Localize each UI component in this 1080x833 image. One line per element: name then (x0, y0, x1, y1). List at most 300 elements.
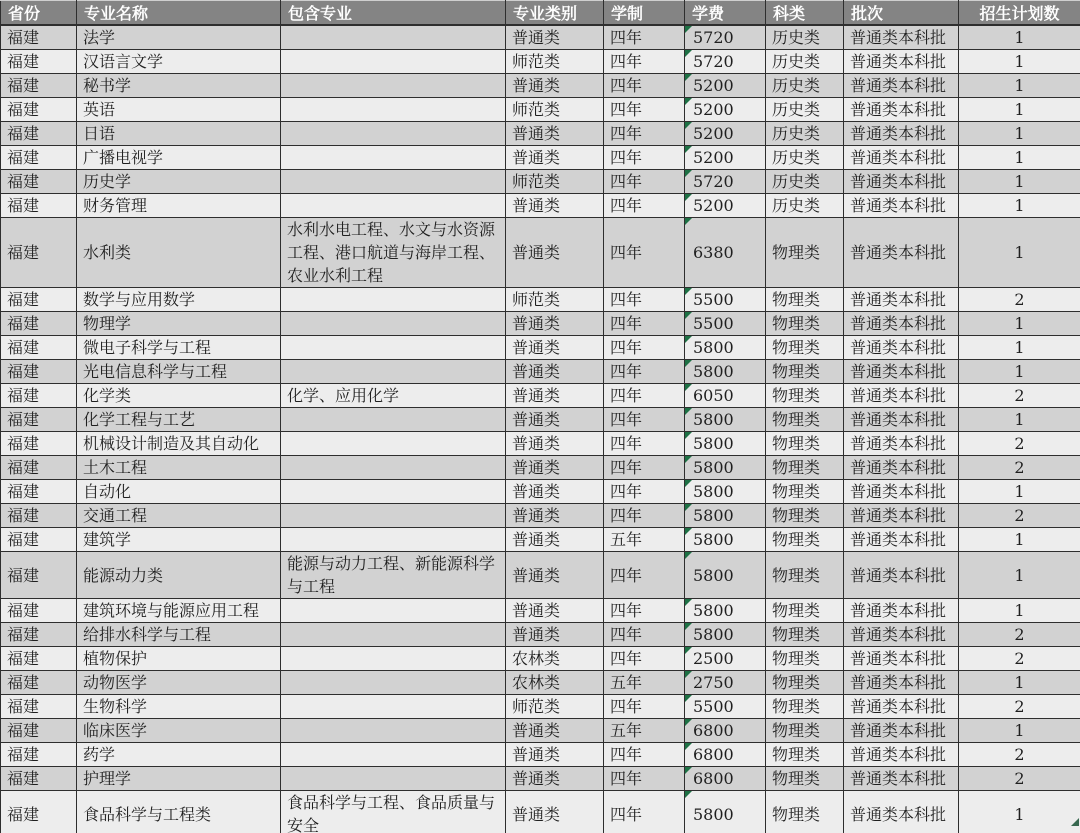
cell-province: 福建 (1, 170, 77, 194)
cell-plan-count: 1 (959, 360, 1080, 384)
table-row (1, 719, 1080, 743)
table-row (1, 384, 1080, 408)
cell-included-majors (281, 480, 506, 504)
cell-major-category: 普通类 (506, 456, 604, 480)
cell-major-category: 普通类 (506, 146, 604, 170)
column-header-subject-type: 科类 (766, 1, 844, 26)
cell-batch: 普通类本科批 (844, 384, 959, 408)
cell-major-name: 能源动力类 (77, 552, 281, 599)
cell-major-category: 普通类 (506, 218, 604, 288)
cell-province: 福建 (1, 360, 77, 384)
cell-province: 福建 (1, 743, 77, 767)
cell-major-category: 农林类 (506, 647, 604, 671)
cell-province: 福建 (1, 218, 77, 288)
cell-subject-type: 历史类 (766, 170, 844, 194)
cell-major-name: 药学 (77, 743, 281, 767)
cell-included-majors (281, 312, 506, 336)
cell-subject-type: 物理类 (766, 695, 844, 719)
cell-included-majors (281, 122, 506, 146)
cell-included-majors (281, 408, 506, 432)
cell-duration: 四年 (604, 336, 685, 360)
cell-major-name: 建筑学 (77, 528, 281, 552)
cell-plan-count: 1 (959, 791, 1080, 833)
cell-tuition: 5800 (685, 791, 766, 833)
cell-major-category: 普通类 (506, 336, 604, 360)
cell-major-name: 生物科学 (77, 695, 281, 719)
cell-batch: 普通类本科批 (844, 623, 959, 647)
cell-tuition: 5720 (685, 25, 766, 50)
table-row (1, 218, 1080, 288)
cell-province: 福建 (1, 194, 77, 218)
cell-duration: 四年 (604, 456, 685, 480)
table-body (1, 25, 1080, 833)
cell-batch: 普通类本科批 (844, 122, 959, 146)
column-header-batch: 批次 (844, 1, 959, 26)
cell-subject-type: 物理类 (766, 218, 844, 288)
cell-province: 福建 (1, 408, 77, 432)
corner-flag-icon (1071, 818, 1079, 826)
cell-major-category: 普通类 (506, 122, 604, 146)
cell-tuition: 5800 (685, 360, 766, 384)
cell-plan-count: 1 (959, 122, 1080, 146)
cell-included-majors (281, 360, 506, 384)
cell-tuition: 5800 (685, 599, 766, 623)
cell-included-majors (281, 695, 506, 719)
table-row (1, 504, 1080, 528)
cell-tuition: 6380 (685, 218, 766, 288)
table-row (1, 791, 1080, 833)
cell-tuition: 5200 (685, 98, 766, 122)
cell-duration: 五年 (604, 719, 685, 743)
cell-duration: 四年 (604, 218, 685, 288)
cell-major-category: 普通类 (506, 623, 604, 647)
cell-major-name: 自动化 (77, 480, 281, 504)
cell-included-majors (281, 74, 506, 98)
cell-batch: 普通类本科批 (844, 528, 959, 552)
cell-subject-type: 物理类 (766, 528, 844, 552)
cell-batch: 普通类本科批 (844, 408, 959, 432)
cell-duration: 四年 (604, 767, 685, 791)
cell-plan-count: 2 (959, 384, 1080, 408)
cell-plan-count: 2 (959, 647, 1080, 671)
cell-tuition: 6800 (685, 767, 766, 791)
cell-province: 福建 (1, 671, 77, 695)
cell-plan-count: 1 (959, 599, 1080, 623)
table-row (1, 743, 1080, 767)
cell-duration: 四年 (604, 623, 685, 647)
cell-subject-type: 物理类 (766, 432, 844, 456)
cell-included-majors (281, 647, 506, 671)
cell-subject-type: 物理类 (766, 743, 844, 767)
cell-duration: 四年 (604, 122, 685, 146)
cell-subject-type: 物理类 (766, 623, 844, 647)
cell-plan-count: 1 (959, 480, 1080, 504)
cell-subject-type: 物理类 (766, 336, 844, 360)
table-row (1, 25, 1080, 50)
table-row (1, 432, 1080, 456)
cell-subject-type: 物理类 (766, 456, 844, 480)
cell-duration: 四年 (604, 791, 685, 833)
cell-province: 福建 (1, 647, 77, 671)
cell-subject-type: 物理类 (766, 408, 844, 432)
cell-tuition: 5200 (685, 146, 766, 170)
table-row (1, 480, 1080, 504)
cell-major-category: 普通类 (506, 552, 604, 599)
table-row (1, 146, 1080, 170)
cell-plan-count: 2 (959, 743, 1080, 767)
cell-batch: 普通类本科批 (844, 480, 959, 504)
column-header-duration: 学制 (604, 1, 685, 26)
cell-major-name: 英语 (77, 98, 281, 122)
column-header-province: 省份 (1, 1, 77, 26)
table-row (1, 695, 1080, 719)
cell-subject-type: 物理类 (766, 288, 844, 312)
table-row (1, 50, 1080, 74)
cell-major-name: 机械设计制造及其自动化 (77, 432, 281, 456)
cell-batch: 普通类本科批 (844, 791, 959, 833)
table-row (1, 623, 1080, 647)
cell-subject-type: 物理类 (766, 671, 844, 695)
cell-included-majors (281, 288, 506, 312)
cell-major-name: 土木工程 (77, 456, 281, 480)
table-row (1, 767, 1080, 791)
cell-tuition: 2500 (685, 647, 766, 671)
cell-province: 福建 (1, 146, 77, 170)
cell-province: 福建 (1, 25, 77, 50)
cell-plan-count: 2 (959, 288, 1080, 312)
cell-batch: 普通类本科批 (844, 146, 959, 170)
cell-batch: 普通类本科批 (844, 432, 959, 456)
cell-duration: 五年 (604, 528, 685, 552)
cell-included-majors (281, 194, 506, 218)
cell-batch: 普通类本科批 (844, 360, 959, 384)
cell-included-majors (281, 743, 506, 767)
cell-batch: 普通类本科批 (844, 504, 959, 528)
cell-subject-type: 历史类 (766, 194, 844, 218)
cell-tuition: 5800 (685, 623, 766, 647)
cell-included-majors (281, 25, 506, 50)
cell-tuition: 5800 (685, 432, 766, 456)
cell-major-category: 普通类 (506, 791, 604, 833)
cell-batch: 普通类本科批 (844, 50, 959, 74)
cell-included-majors (281, 456, 506, 480)
cell-province: 福建 (1, 98, 77, 122)
cell-plan-count: 1 (959, 719, 1080, 743)
cell-tuition: 5800 (685, 480, 766, 504)
cell-plan-count: 1 (959, 98, 1080, 122)
cell-included-majors (281, 719, 506, 743)
cell-major-name: 光电信息科学与工程 (77, 360, 281, 384)
cell-included-majors: 食品科学与工程、食品质量与安全 (281, 791, 506, 833)
cell-tuition: 5200 (685, 122, 766, 146)
cell-major-category: 普通类 (506, 719, 604, 743)
table-row (1, 336, 1080, 360)
cell-plan-count: 1 (959, 336, 1080, 360)
table-row (1, 288, 1080, 312)
cell-batch: 普通类本科批 (844, 288, 959, 312)
cell-major-category: 普通类 (506, 599, 604, 623)
cell-plan-count: 1 (959, 218, 1080, 288)
cell-major-name: 给排水科学与工程 (77, 623, 281, 647)
cell-province: 福建 (1, 312, 77, 336)
cell-included-majors (281, 623, 506, 647)
cell-subject-type: 物理类 (766, 360, 844, 384)
table-row (1, 599, 1080, 623)
cell-tuition: 5800 (685, 504, 766, 528)
cell-included-majors: 化学、应用化学 (281, 384, 506, 408)
cell-batch: 普通类本科批 (844, 25, 959, 50)
cell-tuition: 5720 (685, 50, 766, 74)
cell-duration: 四年 (604, 312, 685, 336)
cell-batch: 普通类本科批 (844, 194, 959, 218)
cell-subject-type: 物理类 (766, 791, 844, 833)
column-header-major-category: 专业类别 (506, 1, 604, 26)
cell-province: 福建 (1, 528, 77, 552)
cell-batch: 普通类本科批 (844, 767, 959, 791)
table-row (1, 408, 1080, 432)
cell-province: 福建 (1, 623, 77, 647)
cell-plan-count: 1 (959, 528, 1080, 552)
cell-tuition: 5500 (685, 288, 766, 312)
column-header-plan-count: 招生计划数 (959, 1, 1080, 26)
cell-duration: 四年 (604, 25, 685, 50)
cell-batch: 普通类本科批 (844, 671, 959, 695)
cell-tuition: 2750 (685, 671, 766, 695)
cell-duration: 四年 (604, 360, 685, 384)
cell-tuition: 6050 (685, 384, 766, 408)
cell-duration: 四年 (604, 432, 685, 456)
cell-included-majors (281, 146, 506, 170)
cell-subject-type: 物理类 (766, 647, 844, 671)
cell-duration: 四年 (604, 599, 685, 623)
cell-included-majors: 水利水电工程、水文与水资源工程、港口航道与海岸工程、农业水利工程 (281, 218, 506, 288)
cell-duration: 四年 (604, 408, 685, 432)
cell-province: 福建 (1, 336, 77, 360)
cell-major-name: 历史学 (77, 170, 281, 194)
cell-included-majors (281, 599, 506, 623)
cell-province: 福建 (1, 552, 77, 599)
cell-major-name: 化学工程与工艺 (77, 408, 281, 432)
cell-major-category: 普通类 (506, 743, 604, 767)
cell-province: 福建 (1, 599, 77, 623)
cell-major-category: 普通类 (506, 504, 604, 528)
cell-major-category: 普通类 (506, 767, 604, 791)
cell-tuition: 5800 (685, 408, 766, 432)
cell-batch: 普通类本科批 (844, 719, 959, 743)
cell-subject-type: 历史类 (766, 25, 844, 50)
cell-included-majors: 能源与动力工程、新能源科学与工程 (281, 552, 506, 599)
table-row (1, 671, 1080, 695)
cell-major-category: 普通类 (506, 194, 604, 218)
cell-tuition: 5800 (685, 528, 766, 552)
cell-major-category: 普通类 (506, 360, 604, 384)
cell-included-majors (281, 50, 506, 74)
cell-tuition: 5800 (685, 336, 766, 360)
table-row (1, 170, 1080, 194)
cell-duration: 四年 (604, 98, 685, 122)
cell-included-majors (281, 671, 506, 695)
cell-duration: 四年 (604, 647, 685, 671)
cell-major-name: 汉语言文学 (77, 50, 281, 74)
cell-tuition: 5500 (685, 312, 766, 336)
cell-plan-count: 2 (959, 456, 1080, 480)
cell-plan-count: 2 (959, 767, 1080, 791)
cell-tuition: 6800 (685, 743, 766, 767)
cell-subject-type: 物理类 (766, 384, 844, 408)
cell-included-majors (281, 528, 506, 552)
cell-batch: 普通类本科批 (844, 456, 959, 480)
cell-duration: 四年 (604, 743, 685, 767)
cell-included-majors (281, 504, 506, 528)
cell-duration: 四年 (604, 504, 685, 528)
cell-major-name: 交通工程 (77, 504, 281, 528)
cell-subject-type: 物理类 (766, 480, 844, 504)
cell-plan-count: 2 (959, 432, 1080, 456)
cell-tuition: 5200 (685, 194, 766, 218)
cell-subject-type: 历史类 (766, 146, 844, 170)
cell-province: 福建 (1, 288, 77, 312)
cell-batch: 普通类本科批 (844, 312, 959, 336)
cell-plan-count: 1 (959, 25, 1080, 50)
cell-major-category: 普通类 (506, 74, 604, 98)
cell-plan-count: 2 (959, 504, 1080, 528)
cell-major-name: 财务管理 (77, 194, 281, 218)
cell-major-name: 动物医学 (77, 671, 281, 695)
cell-province: 福建 (1, 767, 77, 791)
cell-major-category: 普通类 (506, 384, 604, 408)
cell-major-name: 建筑环境与能源应用工程 (77, 599, 281, 623)
cell-batch: 普通类本科批 (844, 170, 959, 194)
cell-duration: 四年 (604, 288, 685, 312)
cell-province: 福建 (1, 719, 77, 743)
cell-duration: 四年 (604, 552, 685, 599)
cell-batch: 普通类本科批 (844, 552, 959, 599)
table-row (1, 194, 1080, 218)
cell-plan-count: 1 (959, 170, 1080, 194)
cell-included-majors (281, 767, 506, 791)
cell-major-name: 植物保护 (77, 647, 281, 671)
cell-major-name: 食品科学与工程类 (77, 791, 281, 833)
cell-subject-type: 物理类 (766, 599, 844, 623)
cell-major-category: 师范类 (506, 288, 604, 312)
cell-major-category: 普通类 (506, 528, 604, 552)
cell-plan-count: 1 (959, 552, 1080, 599)
cell-duration: 五年 (604, 671, 685, 695)
cell-tuition: 5800 (685, 552, 766, 599)
cell-major-category: 师范类 (506, 170, 604, 194)
cell-subject-type: 物理类 (766, 552, 844, 599)
table-row (1, 552, 1080, 599)
cell-province: 福建 (1, 432, 77, 456)
cell-subject-type: 物理类 (766, 767, 844, 791)
cell-duration: 四年 (604, 146, 685, 170)
cell-subject-type: 历史类 (766, 50, 844, 74)
cell-major-category: 农林类 (506, 671, 604, 695)
cell-subject-type: 物理类 (766, 504, 844, 528)
cell-duration: 四年 (604, 695, 685, 719)
cell-batch: 普通类本科批 (844, 218, 959, 288)
cell-major-category: 师范类 (506, 98, 604, 122)
header-row (1, 1, 1080, 26)
cell-batch: 普通类本科批 (844, 647, 959, 671)
cell-duration: 四年 (604, 74, 685, 98)
cell-major-name: 化学类 (77, 384, 281, 408)
cell-tuition: 5200 (685, 74, 766, 98)
table-row (1, 122, 1080, 146)
column-header-included-majors: 包含专业 (281, 1, 506, 26)
cell-plan-count: 1 (959, 671, 1080, 695)
cell-subject-type: 历史类 (766, 122, 844, 146)
cell-major-name: 物理学 (77, 312, 281, 336)
cell-duration: 四年 (604, 384, 685, 408)
table-row (1, 456, 1080, 480)
cell-tuition: 6800 (685, 719, 766, 743)
cell-major-category: 普通类 (506, 312, 604, 336)
cell-province: 福建 (1, 74, 77, 98)
cell-subject-type: 历史类 (766, 98, 844, 122)
cell-province: 福建 (1, 480, 77, 504)
cell-batch: 普通类本科批 (844, 599, 959, 623)
cell-subject-type: 历史类 (766, 74, 844, 98)
column-header-major-name: 专业名称 (77, 1, 281, 26)
cell-province: 福建 (1, 122, 77, 146)
cell-major-name: 临床医学 (77, 719, 281, 743)
cell-subject-type: 物理类 (766, 719, 844, 743)
cell-duration: 四年 (604, 480, 685, 504)
cell-plan-count: 2 (959, 623, 1080, 647)
table-row (1, 647, 1080, 671)
cell-province: 福建 (1, 384, 77, 408)
cell-duration: 四年 (604, 170, 685, 194)
cell-plan-count: 1 (959, 312, 1080, 336)
table-row (1, 360, 1080, 384)
cell-included-majors (281, 432, 506, 456)
cell-tuition: 5800 (685, 456, 766, 480)
cell-plan-count: 2 (959, 695, 1080, 719)
cell-province: 福建 (1, 50, 77, 74)
cell-major-category: 普通类 (506, 480, 604, 504)
cell-batch: 普通类本科批 (844, 743, 959, 767)
cell-major-name: 数学与应用数学 (77, 288, 281, 312)
cell-duration: 四年 (604, 194, 685, 218)
cell-plan-count: 1 (959, 50, 1080, 74)
cell-duration: 四年 (604, 50, 685, 74)
table-row (1, 74, 1080, 98)
cell-major-category: 普通类 (506, 408, 604, 432)
cell-batch: 普通类本科批 (844, 74, 959, 98)
cell-plan-count: 1 (959, 74, 1080, 98)
cell-batch: 普通类本科批 (844, 695, 959, 719)
cell-batch: 普通类本科批 (844, 98, 959, 122)
table-row (1, 312, 1080, 336)
cell-major-category: 普通类 (506, 432, 604, 456)
cell-plan-count: 1 (959, 146, 1080, 170)
cell-major-name: 微电子科学与工程 (77, 336, 281, 360)
cell-province: 福建 (1, 456, 77, 480)
cell-tuition: 5720 (685, 170, 766, 194)
cell-batch: 普通类本科批 (844, 336, 959, 360)
cell-major-name: 广播电视学 (77, 146, 281, 170)
cell-major-category: 师范类 (506, 695, 604, 719)
cell-major-category: 普通类 (506, 25, 604, 50)
cell-major-name: 水利类 (77, 218, 281, 288)
cell-province: 福建 (1, 695, 77, 719)
cell-plan-count: 1 (959, 408, 1080, 432)
cell-subject-type: 物理类 (766, 312, 844, 336)
cell-major-name: 日语 (77, 122, 281, 146)
cell-major-name: 护理学 (77, 767, 281, 791)
cell-included-majors (281, 98, 506, 122)
